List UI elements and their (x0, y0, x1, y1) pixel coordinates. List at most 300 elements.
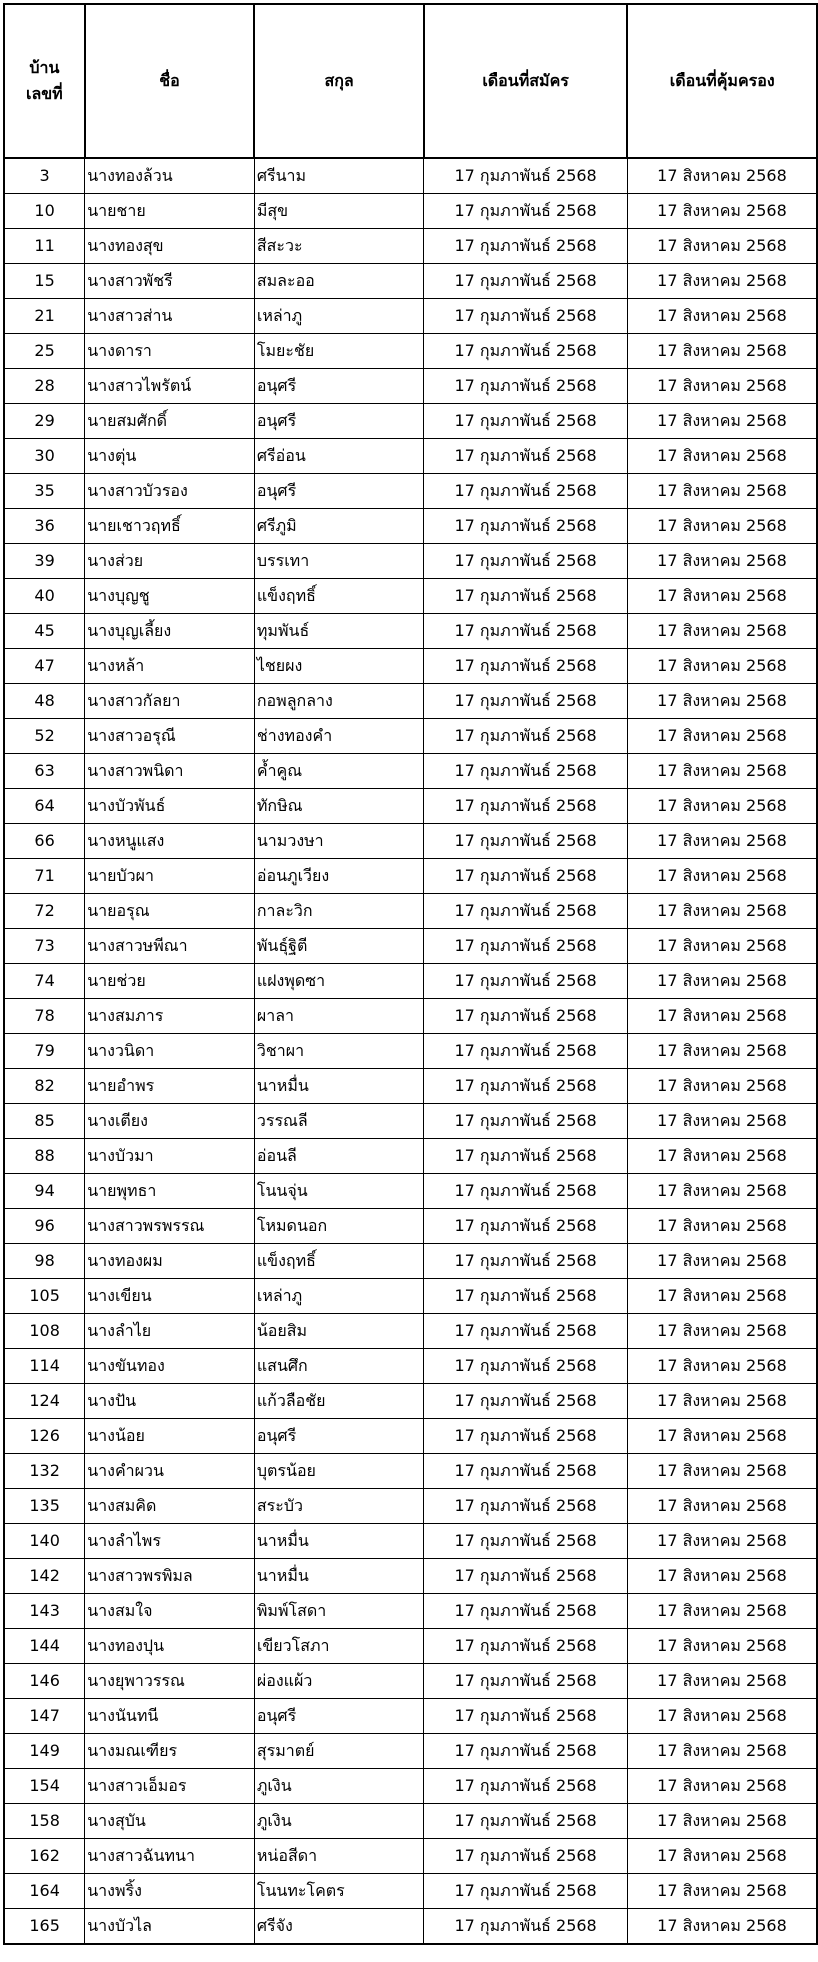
cell-name: นางเตียง (85, 1104, 255, 1139)
cell-surname: อ่อนภูเวียง (254, 859, 423, 894)
cell-name: นางสาวพรพิมล (85, 1559, 255, 1594)
cell-entitled-month: 17 สิงหาคม 2568 (627, 999, 817, 1034)
cell-surname: พิมพ์โสดา (254, 1594, 423, 1629)
cell-registered-month: 17 กุมภาพันธ์ 2568 (424, 1069, 628, 1104)
cell-entitled-month: 17 สิงหาคม 2568 (627, 789, 817, 824)
cell-house-no: 30 (4, 439, 85, 474)
cell-registered-month: 17 กุมภาพันธ์ 2568 (424, 929, 628, 964)
table-row (4, 544, 817, 579)
cell-registered-month: 17 กุมภาพันธ์ 2568 (424, 684, 628, 719)
cell-house-no: 64 (4, 789, 85, 824)
cell-surname: ศรีจัง (254, 1909, 423, 1945)
cell-house-no: 28 (4, 369, 85, 404)
cell-house-no: 48 (4, 684, 85, 719)
table-row (4, 719, 817, 754)
cell-name: นางทองปุน (85, 1629, 255, 1664)
cell-house-no: 147 (4, 1699, 85, 1734)
cell-registered-month: 17 กุมภาพันธ์ 2568 (424, 649, 628, 684)
cell-registered-month: 17 กุมภาพันธ์ 2568 (424, 1209, 628, 1244)
cell-entitled-month: 17 สิงหาคม 2568 (627, 194, 817, 229)
table-row (4, 1209, 817, 1244)
cell-name: นางสุบัน (85, 1804, 255, 1839)
cell-house-no: 78 (4, 999, 85, 1034)
cell-entitled-month: 17 สิงหาคม 2568 (627, 859, 817, 894)
table-row (4, 194, 817, 229)
cell-entitled-month: 17 สิงหาคม 2568 (627, 1104, 817, 1139)
cell-entitled-month: 17 สิงหาคม 2568 (627, 1874, 817, 1909)
cell-house-no: 140 (4, 1524, 85, 1559)
cell-entitled-month: 17 สิงหาคม 2568 (627, 1699, 817, 1734)
cell-house-no: 96 (4, 1209, 85, 1244)
cell-surname: ภูเงิน (254, 1804, 423, 1839)
cell-entitled-month: 17 สิงหาคม 2568 (627, 1349, 817, 1384)
table-row (4, 1594, 817, 1629)
cell-surname: อ่อนลี (254, 1139, 423, 1174)
table-row (4, 439, 817, 474)
cell-registered-month: 17 กุมภาพันธ์ 2568 (424, 754, 628, 789)
cell-registered-month: 17 กุมภาพันธ์ 2568 (424, 1034, 628, 1069)
cell-registered-month: 17 กุมภาพันธ์ 2568 (424, 404, 628, 439)
cell-registered-month: 17 กุมภาพันธ์ 2568 (424, 474, 628, 509)
cell-house-no: 144 (4, 1629, 85, 1664)
cell-surname: อนุศรี (254, 404, 423, 439)
cell-name: นางบัวมา (85, 1139, 255, 1174)
cell-registered-month: 17 กุมภาพันธ์ 2568 (424, 824, 628, 859)
table-row (4, 1559, 817, 1594)
table-row (4, 509, 817, 544)
cell-registered-month: 17 กุมภาพันธ์ 2568 (424, 1559, 628, 1594)
cell-house-no: 71 (4, 859, 85, 894)
table-row (4, 1384, 817, 1419)
cell-entitled-month: 17 สิงหาคม 2568 (627, 1909, 817, 1945)
cell-house-no: 36 (4, 509, 85, 544)
cell-registered-month: 17 กุมภาพันธ์ 2568 (424, 264, 628, 299)
cell-surname: สมละออ (254, 264, 423, 299)
cell-surname: นาหมื่น (254, 1559, 423, 1594)
cell-entitled-month: 17 สิงหาคม 2568 (627, 1209, 817, 1244)
cell-registered-month: 17 กุมภาพันธ์ 2568 (424, 1454, 628, 1489)
cell-entitled-month: 17 สิงหาคม 2568 (627, 1384, 817, 1419)
header-surname: สกุล (254, 4, 423, 158)
cell-name: นางสาวส่าน (85, 299, 255, 334)
cell-entitled-month: 17 สิงหาคม 2568 (627, 1314, 817, 1349)
cell-surname: สุรมาตย์ (254, 1734, 423, 1769)
cell-entitled-month: 17 สิงหาคม 2568 (627, 894, 817, 929)
table-row (4, 1419, 817, 1454)
cell-surname: อนุศรี (254, 1419, 423, 1454)
table-body (4, 158, 817, 1944)
cell-registered-month: 17 กุมภาพันธ์ 2568 (424, 579, 628, 614)
cell-name: นายอำพร (85, 1069, 255, 1104)
cell-surname: ค้ำคูณ (254, 754, 423, 789)
cell-name: นางสาวพนิดา (85, 754, 255, 789)
cell-surname: ศรีนาม (254, 158, 423, 194)
cell-registered-month: 17 กุมภาพันธ์ 2568 (424, 509, 628, 544)
cell-surname: แข็งฤทธิ์ (254, 579, 423, 614)
cell-entitled-month: 17 สิงหาคม 2568 (627, 1629, 817, 1664)
cell-name: นางหล้า (85, 649, 255, 684)
cell-surname: แฝงพุดซา (254, 964, 423, 999)
cell-house-no: 47 (4, 649, 85, 684)
cell-surname: วิชาผา (254, 1034, 423, 1069)
cell-surname: น้อยสิม (254, 1314, 423, 1349)
cell-registered-month: 17 กุมภาพันธ์ 2568 (424, 614, 628, 649)
table-row (4, 1664, 817, 1699)
cell-surname: โหมดนอก (254, 1209, 423, 1244)
cell-house-no: 3 (4, 158, 85, 194)
table-row (4, 894, 817, 929)
cell-house-no: 85 (4, 1104, 85, 1139)
table-row (4, 1734, 817, 1769)
table-row (4, 1454, 817, 1489)
cell-entitled-month: 17 สิงหาคม 2568 (627, 1279, 817, 1314)
cell-house-no: 73 (4, 929, 85, 964)
cell-surname: สีสะวะ (254, 229, 423, 264)
cell-registered-month: 17 กุมภาพันธ์ 2568 (424, 229, 628, 264)
table-row (4, 158, 817, 194)
cell-surname: สระบัว (254, 1489, 423, 1524)
table-row (4, 1769, 817, 1804)
cell-surname: ช่างทองคำ (254, 719, 423, 754)
cell-registered-month: 17 กุมภาพันธ์ 2568 (424, 1104, 628, 1139)
cell-surname: แสนศึก (254, 1349, 423, 1384)
cell-name: นางคำผวน (85, 1454, 255, 1489)
cell-name: นางลำไย (85, 1314, 255, 1349)
cell-entitled-month: 17 สิงหาคม 2568 (627, 754, 817, 789)
cell-registered-month: 17 กุมภาพันธ์ 2568 (424, 1279, 628, 1314)
cell-house-no: 108 (4, 1314, 85, 1349)
cell-name: นางสาวพัชรี (85, 264, 255, 299)
cell-registered-month: 17 กุมภาพันธ์ 2568 (424, 1384, 628, 1419)
table-row (4, 579, 817, 614)
cell-house-no: 154 (4, 1769, 85, 1804)
cell-registered-month: 17 กุมภาพันธ์ 2568 (424, 719, 628, 754)
cell-name: นางพริ้ง (85, 1874, 255, 1909)
cell-name: นางบุญชู (85, 579, 255, 614)
cell-house-no: 63 (4, 754, 85, 789)
cell-entitled-month: 17 สิงหาคม 2568 (627, 369, 817, 404)
cell-surname: ศรีภูมิ (254, 509, 423, 544)
cell-registered-month: 17 กุมภาพันธ์ 2568 (424, 369, 628, 404)
table-row (4, 1279, 817, 1314)
cell-house-no: 149 (4, 1734, 85, 1769)
cell-name: นางสาวอรุณี (85, 719, 255, 754)
cell-house-no: 45 (4, 614, 85, 649)
cell-name: นายสมศักดิ์ (85, 404, 255, 439)
cell-name: นางสาวไพรัตน์ (85, 369, 255, 404)
cell-entitled-month: 17 สิงหาคม 2568 (627, 474, 817, 509)
cell-registered-month: 17 กุมภาพันธ์ 2568 (424, 158, 628, 194)
table-row (4, 614, 817, 649)
table-row (4, 684, 817, 719)
header-name: ชื่อ (85, 4, 255, 158)
cell-name: นายบัวผา (85, 859, 255, 894)
cell-surname: ทุมพันธ์ (254, 614, 423, 649)
cell-surname: กาละวิก (254, 894, 423, 929)
cell-registered-month: 17 กุมภาพันธ์ 2568 (424, 1839, 628, 1874)
table-row (4, 824, 817, 859)
table-row (4, 1174, 817, 1209)
cell-registered-month: 17 กุมภาพันธ์ 2568 (424, 334, 628, 369)
cell-name: นางทองผม (85, 1244, 255, 1279)
cell-house-no: 74 (4, 964, 85, 999)
cell-registered-month: 17 กุมภาพันธ์ 2568 (424, 299, 628, 334)
cell-entitled-month: 17 สิงหาคม 2568 (627, 1419, 817, 1454)
table-row (4, 649, 817, 684)
table-row (4, 1139, 817, 1174)
table-row (4, 754, 817, 789)
cell-registered-month: 17 กุมภาพันธ์ 2568 (424, 1419, 628, 1454)
cell-name: นางตุ่น (85, 439, 255, 474)
cell-name: นางบัวไล (85, 1909, 255, 1945)
cell-house-no: 94 (4, 1174, 85, 1209)
cell-house-no: 35 (4, 474, 85, 509)
cell-surname: พันธุ์ฐิตี (254, 929, 423, 964)
cell-entitled-month: 17 สิงหาคม 2568 (627, 1804, 817, 1839)
header-row (4, 4, 817, 158)
cell-surname: โนนจุ่น (254, 1174, 423, 1209)
cell-name: นางสาวพรพรรณ (85, 1209, 255, 1244)
table-row (4, 964, 817, 999)
cell-entitled-month: 17 สิงหาคม 2568 (627, 1034, 817, 1069)
cell-entitled-month: 17 สิงหาคม 2568 (627, 229, 817, 264)
cell-registered-month: 17 กุมภาพันธ์ 2568 (424, 1629, 628, 1664)
cell-name: นายเชาวฤทธิ์ (85, 509, 255, 544)
cell-registered-month: 17 กุมภาพันธ์ 2568 (424, 1804, 628, 1839)
cell-registered-month: 17 กุมภาพันธ์ 2568 (424, 1489, 628, 1524)
cell-name: นายอรุณ (85, 894, 255, 929)
cell-entitled-month: 17 สิงหาคม 2568 (627, 404, 817, 439)
cell-surname: แก้วลือชัย (254, 1384, 423, 1419)
table-row (4, 1909, 817, 1945)
cell-entitled-month: 17 สิงหาคม 2568 (627, 1454, 817, 1489)
registration-table (3, 3, 818, 1945)
cell-name: นางหนูแสง (85, 824, 255, 859)
cell-registered-month: 17 กุมภาพันธ์ 2568 (424, 1664, 628, 1699)
cell-surname: บุตรน้อย (254, 1454, 423, 1489)
cell-house-no: 98 (4, 1244, 85, 1279)
table-row (4, 264, 817, 299)
cell-entitled-month: 17 สิงหาคม 2568 (627, 158, 817, 194)
cell-name: นางทองล้วน (85, 158, 255, 194)
cell-name: นางบุญเลี้ยง (85, 614, 255, 649)
table-row (4, 789, 817, 824)
cell-entitled-month: 17 สิงหาคม 2568 (627, 544, 817, 579)
table-row (4, 1804, 817, 1839)
cell-name: นางนันทนี (85, 1699, 255, 1734)
cell-house-no: 88 (4, 1139, 85, 1174)
cell-surname: อนุศรี (254, 1699, 423, 1734)
cell-surname: วรรณลี (254, 1104, 423, 1139)
cell-surname: หน่อสีดา (254, 1839, 423, 1874)
cell-surname: นามวงษา (254, 824, 423, 859)
cell-surname: นาหมื่น (254, 1069, 423, 1104)
cell-entitled-month: 17 สิงหาคม 2568 (627, 334, 817, 369)
cell-house-no: 164 (4, 1874, 85, 1909)
cell-house-no: 11 (4, 229, 85, 264)
cell-surname: เหล่าภู (254, 1279, 423, 1314)
table-row (4, 1069, 817, 1104)
cell-entitled-month: 17 สิงหาคม 2568 (627, 1559, 817, 1594)
cell-surname: โนนทะโคตร (254, 1874, 423, 1909)
table-row (4, 1489, 817, 1524)
cell-entitled-month: 17 สิงหาคม 2568 (627, 1069, 817, 1104)
cell-name: นางสาวเอ็มอร (85, 1769, 255, 1804)
cell-entitled-month: 17 สิงหาคม 2568 (627, 824, 817, 859)
table-row (4, 859, 817, 894)
cell-name: นายช่วย (85, 964, 255, 999)
cell-surname: อนุศรี (254, 369, 423, 404)
table-row (4, 1839, 817, 1874)
cell-entitled-month: 17 สิงหาคม 2568 (627, 614, 817, 649)
cell-house-no: 82 (4, 1069, 85, 1104)
cell-entitled-month: 17 สิงหาคม 2568 (627, 1524, 817, 1559)
cell-house-no: 142 (4, 1559, 85, 1594)
cell-name: นางดารา (85, 334, 255, 369)
cell-name: นางสาวษพีณา (85, 929, 255, 964)
cell-house-no: 79 (4, 1034, 85, 1069)
cell-entitled-month: 17 สิงหาคม 2568 (627, 964, 817, 999)
cell-entitled-month: 17 สิงหาคม 2568 (627, 579, 817, 614)
cell-entitled-month: 17 สิงหาคม 2568 (627, 1244, 817, 1279)
cell-name: นางสมภาร (85, 999, 255, 1034)
table-row (4, 1104, 817, 1139)
cell-registered-month: 17 กุมภาพันธ์ 2568 (424, 1909, 628, 1945)
cell-house-no: 25 (4, 334, 85, 369)
table-row (4, 369, 817, 404)
cell-entitled-month: 17 สิงหาคม 2568 (627, 1769, 817, 1804)
cell-house-no: 158 (4, 1804, 85, 1839)
cell-entitled-month: 17 สิงหาคม 2568 (627, 264, 817, 299)
cell-registered-month: 17 กุมภาพันธ์ 2568 (424, 1699, 628, 1734)
cell-name: นางสมคิด (85, 1489, 255, 1524)
cell-surname: ไชยผง (254, 649, 423, 684)
cell-registered-month: 17 กุมภาพันธ์ 2568 (424, 1244, 628, 1279)
cell-registered-month: 17 กุมภาพันธ์ 2568 (424, 1314, 628, 1349)
cell-registered-month: 17 กุมภาพันธ์ 2568 (424, 1594, 628, 1629)
cell-house-no: 29 (4, 404, 85, 439)
header-registered-month: เดือนที่สมัคร (424, 4, 628, 158)
cell-surname: นาหมื่น (254, 1524, 423, 1559)
cell-surname: เขียวโสภา (254, 1629, 423, 1664)
cell-name: นางมณเฑียร (85, 1734, 255, 1769)
cell-house-no: 165 (4, 1909, 85, 1945)
cell-name: นางสาวฉันทนา (85, 1839, 255, 1874)
cell-house-no: 162 (4, 1839, 85, 1874)
cell-house-no: 146 (4, 1664, 85, 1699)
header-house-no (4, 4, 85, 158)
cell-name: นางทองสุข (85, 229, 255, 264)
cell-surname: ผาลา (254, 999, 423, 1034)
cell-registered-month: 17 กุมภาพันธ์ 2568 (424, 789, 628, 824)
cell-entitled-month: 17 สิงหาคม 2568 (627, 1839, 817, 1874)
cell-house-no: 66 (4, 824, 85, 859)
cell-registered-month: 17 กุมภาพันธ์ 2568 (424, 1349, 628, 1384)
cell-name: นางสาวบัวรอง (85, 474, 255, 509)
cell-entitled-month: 17 สิงหาคม 2568 (627, 1664, 817, 1699)
table-row (4, 229, 817, 264)
cell-name: นายชาย (85, 194, 255, 229)
table-row (4, 929, 817, 964)
cell-house-no: 124 (4, 1384, 85, 1419)
cell-surname: แข็งฤทธิ์ (254, 1244, 423, 1279)
cell-name: นางลำไพร (85, 1524, 255, 1559)
cell-registered-month: 17 กุมภาพันธ์ 2568 (424, 439, 628, 474)
cell-house-no: 105 (4, 1279, 85, 1314)
table-row (4, 299, 817, 334)
cell-surname: อนุศรี (254, 474, 423, 509)
cell-house-no: 40 (4, 579, 85, 614)
cell-entitled-month: 17 สิงหาคม 2568 (627, 509, 817, 544)
cell-name: นางสาวกัลยา (85, 684, 255, 719)
cell-house-no: 52 (4, 719, 85, 754)
cell-house-no: 21 (4, 299, 85, 334)
table-row (4, 474, 817, 509)
cell-entitled-month: 17 สิงหาคม 2568 (627, 299, 817, 334)
cell-name: นางปัน (85, 1384, 255, 1419)
cell-registered-month: 17 กุมภาพันธ์ 2568 (424, 999, 628, 1034)
cell-name: นางขันทอง (85, 1349, 255, 1384)
registration-table-sheet (3, 3, 818, 1945)
table-row (4, 1874, 817, 1909)
cell-house-no: 114 (4, 1349, 85, 1384)
cell-surname: ผ่องแผ้ว (254, 1664, 423, 1699)
cell-entitled-month: 17 สิงหาคม 2568 (627, 1489, 817, 1524)
cell-entitled-month: 17 สิงหาคม 2568 (627, 684, 817, 719)
cell-registered-month: 17 กุมภาพันธ์ 2568 (424, 859, 628, 894)
cell-house-no: 10 (4, 194, 85, 229)
header-house-no-line2: เลขที่ (25, 84, 63, 103)
cell-registered-month: 17 กุมภาพันธ์ 2568 (424, 894, 628, 929)
cell-registered-month: 17 กุมภาพันธ์ 2568 (424, 1874, 628, 1909)
table-row (4, 1699, 817, 1734)
cell-surname: ทักษิณ (254, 789, 423, 824)
cell-name: นางยุพาวรรณ (85, 1664, 255, 1699)
table-row (4, 334, 817, 369)
table-row (4, 1629, 817, 1664)
cell-entitled-month: 17 สิงหาคม 2568 (627, 649, 817, 684)
cell-registered-month: 17 กุมภาพันธ์ 2568 (424, 194, 628, 229)
cell-registered-month: 17 กุมภาพันธ์ 2568 (424, 1139, 628, 1174)
table-row (4, 1349, 817, 1384)
table-row (4, 999, 817, 1034)
cell-surname: เหล่าภู (254, 299, 423, 334)
cell-name: นางส่วย (85, 544, 255, 579)
cell-house-no: 143 (4, 1594, 85, 1629)
cell-surname: ศรีอ่อน (254, 439, 423, 474)
header-entitled-month: เดือนที่คุ้มครอง (627, 4, 817, 158)
cell-name: นางวนิดา (85, 1034, 255, 1069)
cell-surname: กอพลูกลาง (254, 684, 423, 719)
cell-entitled-month: 17 สิงหาคม 2568 (627, 1174, 817, 1209)
cell-entitled-month: 17 สิงหาคม 2568 (627, 1139, 817, 1174)
table-row (4, 404, 817, 439)
cell-entitled-month: 17 สิงหาคม 2568 (627, 929, 817, 964)
cell-house-no: 126 (4, 1419, 85, 1454)
cell-registered-month: 17 กุมภาพันธ์ 2568 (424, 1524, 628, 1559)
cell-surname: มีสุข (254, 194, 423, 229)
cell-entitled-month: 17 สิงหาคม 2568 (627, 1594, 817, 1629)
cell-name: นางเขียน (85, 1279, 255, 1314)
cell-house-no: 72 (4, 894, 85, 929)
table-row (4, 1034, 817, 1069)
cell-surname: บรรเทา (254, 544, 423, 579)
table-row (4, 1524, 817, 1559)
cell-registered-month: 17 กุมภาพันธ์ 2568 (424, 1734, 628, 1769)
cell-entitled-month: 17 สิงหาคม 2568 (627, 719, 817, 754)
cell-house-no: 39 (4, 544, 85, 579)
cell-house-no: 132 (4, 1454, 85, 1489)
